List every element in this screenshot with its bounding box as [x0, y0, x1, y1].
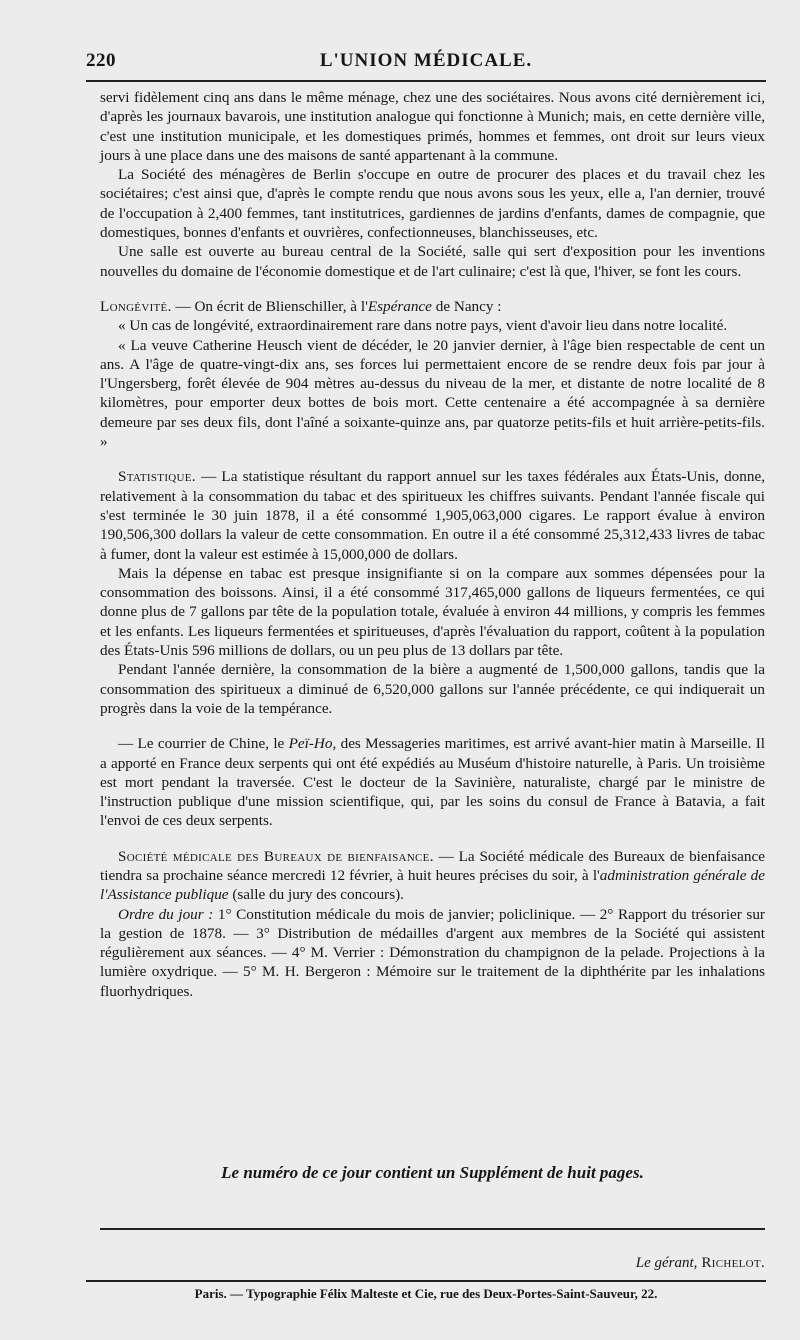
paragraph-ordre-du-jour: Ordre du jour : 1° Constitution médicale du mois de janvier; policlinique. — 2° Rapport du trésorier sur la gestion de 1878. — 3° Distribution de médailles d'argent aux membres de la Société qui assistent régulièrement aux séances. — 4° M. Verrier : Démonstration du champignon de la pelade. Projections à la lumière oxydrique. — 5° M. H. Bergeron : Mémoire sur le traitement de la diphthérite par les inhalations fluorhydriques.: [100, 905, 765, 1000]
paragraph-menageres-salle: Une salle est ouverte au bureau central de la Société, salle qui sert d'exposition pour les inventions nouvelles du domaine de l'économie domestique et de l'art culinaire; c'est là que, l'hiver, se font les cours.: [100, 243, 765, 280]
section-heading-longevite: Longévité.: [100, 297, 172, 315]
paragraph-menageres-continued: servi fidèlement cinq ans dans le même ménage, chez une des sociétaires. Nous avons cité dernièrement ici, d'après les journaux bavarois, une institution analogue qui fonctionne à Munich; mais, en cette dernière ville, c'est une institution municipale, et les domestiques primés, hommes et femmes, ont droit sur leurs vieux jours à une place dans une des maisons de santé appartenant à la commune.: [100, 89, 765, 164]
page-header: [86, 50, 766, 76]
section-heading-statistique: Statistique.: [118, 468, 196, 486]
paragraph-courrier-chine: — Le courrier de Chine, le Peï-Ho, des Messageries maritimes, est arrivé avant-hier matin à Marseille. Il a apporté en France deux serpents qui ont été expédiés au Muséum d'histoire naturelle, à Paris. Un troisième est mort pendant la traversée. C'est le docteur de la Savinière, naturaliste, chargé par le ministre de l'instruction publique d'une mission scientifique, qui, par les soins du consul de France à Batavia, a fait l'envoi de ces deux serpents.: [100, 735, 765, 830]
paragraph-biere: Pendant l'année dernière, la consommation de la bière a augmenté de 1,500,000 gallons, tandis que la consommation des spiritueux a diminué de 6,520,000 gallons sur l'année précédente, ce qui indiquerait un progrès dans la voie de la tempérance.: [100, 661, 765, 717]
gerant-signature: Le gérant, Richelot.: [635, 1255, 765, 1271]
journal-title: L'UNION MÉDICALE.: [319, 50, 533, 71]
footer-rule-upper: [100, 1228, 765, 1230]
paragraph-menageres-placement: La Société des ménagères de Berlin s'occupe en outre de procurer des places et du travail chez les sociétaires; c'est ainsi que, d'après le compte rendu que nous avons sous les yeux, elle a, l'an dernier, trouvé de l'occupation à 2,400 femmes, tant institutrices, gardiennes de jardins d'enfants, dames de compagnie, que domestiques, bonnes d'enfants et ouvrières, confectionneuses, blanchisseuses, etc.: [100, 166, 765, 242]
section-societe-medicale: Société médicale des Bureaux de bienfaisance. — La Société médicale des Bureaux de bienfaisance tiendra sa prochaine séance mercredi 12 février, à huit heures précises du soir, à l'administration générale de l'Assistance publique (salle du jury des concours).: [100, 847, 765, 904]
quote-paragraph-1: « Un cas de longévité, extraordinairement rare dans notre pays, vient d'avoir lieu dans notre localité.: [118, 317, 728, 335]
section-heading-societe: Société médicale des Bureaux de bienfaisance.: [118, 847, 434, 865]
ship-name: Peï-Ho: [288, 735, 333, 753]
quote-paragraph-2: « La veuve Catherine Heusch vient de décéder, le 20 janvier dernier, à l'âge bien respectable de cent un ans. A l'âge de quatre-vingt-dix ans, ses forces lui permettaient encore de se rendre deux fois par jour à l'Ungersberg, forêt élevée de 904 mètres au-dessus du niveau de la mer, et distante de notre localité de 8 kilomètres, pour emporter deux bottes de bois mort. Cette centenaire a été accompagnée à sa dernière demeure par ses deux fils, dont l'aîné a soixante-quinze ans, par quatorze petits-fils et huit arrière-petits-fils. »: [100, 336, 765, 451]
page-number: 220: [86, 50, 116, 71]
ordre-label: Ordre du jour :: [118, 905, 214, 923]
newspaper-name: Espérance: [367, 297, 432, 315]
printer-imprint: Paris. — Typographie Félix Malteste et Cie, rue des Deux-Portes-Saint-Sauveur, 22.: [194, 1286, 658, 1301]
supplement-announcement: Le numéro de ce jour contient un Supplément de huit pages.: [221, 1163, 644, 1182]
gerant-name: Richelot.: [697, 1255, 765, 1271]
section-longevite: Longévité. — On écrit de Blienschiller, à l'Espérance de Nancy :: [100, 297, 502, 315]
article-body: [100, 88, 765, 1001]
paragraph-boissons: Mais la dépense en tabac est presque insignifiante si on la compare aux sommes dépensées pour la consommation des boissons. Ainsi, il a été consommé 317,465,000 gallons de liqueurs fermentées, ce qui donne plus de 7 gallons par tête de la population totale, évaluée à environ 44 millions, y compris les femmes et les enfants. Les liqueurs fermentées et spiritueuses, d'après l'évaluation du rapport, coûtent à la population des États-Unis 596 millions de dollars, ou un peu plus de 13 dollars par tête.: [100, 564, 765, 660]
footer-rule-lower: [86, 1280, 766, 1282]
venue-name: administration générale de l'Assistance publique: [100, 866, 765, 904]
section-statistique: Statistique. — La statistique résultant du rapport annuel sur les taxes fédérales aux États-Unis, donne, relativement à la consommation du tabac et des spiritueux les chiffres suivants. Pendant l'année fiscale qui s'est terminée le 30 juin 1878, il a été consommé 1,905,063,000 cigares. Le rapport évalue à environ 190,506,300 dollars la valeur de cette consommation. En outre il a été consommé 25,312,433 livres de tabac à fumer, dont la valeur est estimée à 15,000,000 de dollars.: [100, 468, 765, 563]
header-rule: [86, 80, 766, 82]
